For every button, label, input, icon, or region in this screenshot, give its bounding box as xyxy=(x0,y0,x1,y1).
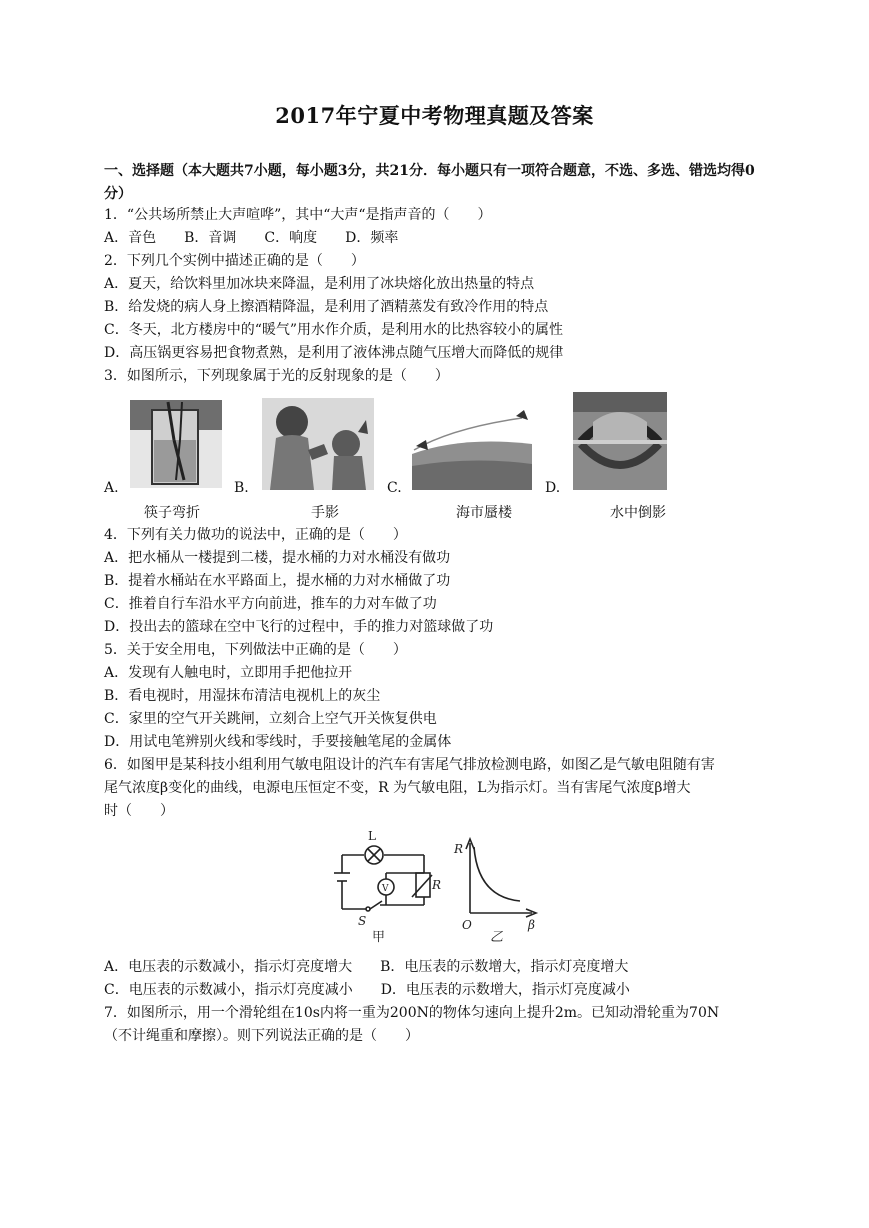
q3-stem: 3．如图所示，下列现象属于光的反射现象的是（ ） xyxy=(104,368,449,384)
caption-b: 手影 xyxy=(311,505,339,521)
q2-option-d: D．高压锅更容易把食物煮熟，是利用了液体沸点随气压增大而降低的规律 xyxy=(104,345,564,361)
q2-option-a: A．夏天，给饮料里加冰块来降温，是利用了冰块熔化放出热量的特点 xyxy=(104,276,535,292)
photo-water-reflection xyxy=(573,392,667,490)
q3-letter-a: A. xyxy=(104,480,119,496)
q7-stem-line1: 7．如图所示，用一个滑轮组在10s内将一重为200N的物体匀速向上提升2m。已知动滑轮重为70N xyxy=(104,1005,720,1021)
q2-option-c: C．冬天，北方楼房中的“暖气”用水作介质，是利用水的比热容较小的属性 xyxy=(104,322,564,338)
q4-option-d: D．投出去的篮球在空中飞行的过程中，手的推力对篮球做了功 xyxy=(104,619,494,635)
q4-stem: 4．下列有关力做功的说法中，正确的是（ ） xyxy=(104,527,407,543)
resistor-label: R xyxy=(432,878,442,892)
q3-letter-d: D. xyxy=(545,480,561,496)
q2-stem: 2．下列几个实例中描述正确的是（ ） xyxy=(104,253,365,269)
photo-chopstick-bending xyxy=(130,400,222,488)
photo-mirage xyxy=(412,410,532,490)
q5-option-d: D．用试电笔辨别火线和零线时，手要接触笔尾的金属体 xyxy=(104,734,452,750)
page-title: 2017年宁夏中考物理真题及答案 xyxy=(275,103,594,128)
figure-label-jia: 甲 xyxy=(372,930,386,945)
circuit-diagram xyxy=(328,825,448,945)
q4-option-b: B．提着水桶站在水平路面上，提水桶的力对水桶做了功 xyxy=(104,573,451,589)
graph-x-label: β xyxy=(528,918,535,932)
q4-option-a: A．把水桶从一楼提到二楼，提水桶的力对水桶没有做功 xyxy=(104,550,451,566)
graph-y-label: R xyxy=(454,842,464,856)
resistance-graph xyxy=(448,825,548,945)
caption-d: 水中倒影 xyxy=(610,505,666,521)
q5-stem: 5．关于安全用电，下列做法中正确的是（ ） xyxy=(104,642,407,658)
q7-stem-line2: （不计绳重和摩擦）。则下列说法正确的是（ ） xyxy=(104,1028,419,1044)
q5-option-b: B．看电视时，用湿抹布清洁电视机上的灰尘 xyxy=(104,688,381,704)
graph-origin-label: O xyxy=(462,918,472,932)
caption-a: 筷子弯折 xyxy=(144,505,200,521)
lamp-label: L xyxy=(368,829,376,843)
q1-stem: 1．“公共场所禁止大声喧哗”，其中“大声“是指声音的（ ） xyxy=(104,207,492,223)
switch-label: S xyxy=(358,914,367,928)
figure-label-yi: 乙 xyxy=(490,930,504,945)
q5-option-a: A．发现有人触电时，立即用手把他拉开 xyxy=(104,665,353,681)
q6-options-ab: A．电压表的示数减小，指示灯亮度增大 B．电压表的示数增大，指示灯亮度增大 xyxy=(104,959,629,975)
photo-hand-shadow xyxy=(262,398,374,490)
voltmeter-label: V xyxy=(382,884,389,894)
q6-stem-line3: 时（ ） xyxy=(104,803,174,819)
q6-stem-line2: 尾气浓度β变化的曲线，电源电压恒定不变，R 为气敏电阻，L为指示灯。当有害尾气浓度β增大 xyxy=(104,780,691,796)
caption-c: 海市蜃楼 xyxy=(456,505,512,521)
q4-option-c: C．推着自行车沿水平方向前进，推车的力对车做了功 xyxy=(104,596,437,612)
q3-letter-c: C. xyxy=(387,480,402,496)
q3-letter-b: B. xyxy=(234,480,249,496)
section-heading: 一、选择题（本大题共7小题，每小题3分，共21分．每小题只有一项符合题意，不选、多选、错选均得0分） xyxy=(104,163,755,202)
q6-stem-line1: 6．如图甲是某科技小组利用气敏电阻设计的汽车有害尾气排放检测电路，如图乙是气敏电阻随有害 xyxy=(104,757,715,773)
q5-option-c: C．家里的空气开关跳闸，立刻合上空气开关恢复供电 xyxy=(104,711,437,727)
q6-options-cd: C．电压表的示数减小，指示灯亮度减小 D．电压表的示数增大，指示灯亮度减小 xyxy=(104,982,630,998)
q1-options: A．音色 B．音调 C．响度 D．频率 xyxy=(104,230,399,246)
q2-option-b: B．给发烧的病人身上擦酒精降温，是利用了酒精蒸发有致冷作用的特点 xyxy=(104,299,549,315)
